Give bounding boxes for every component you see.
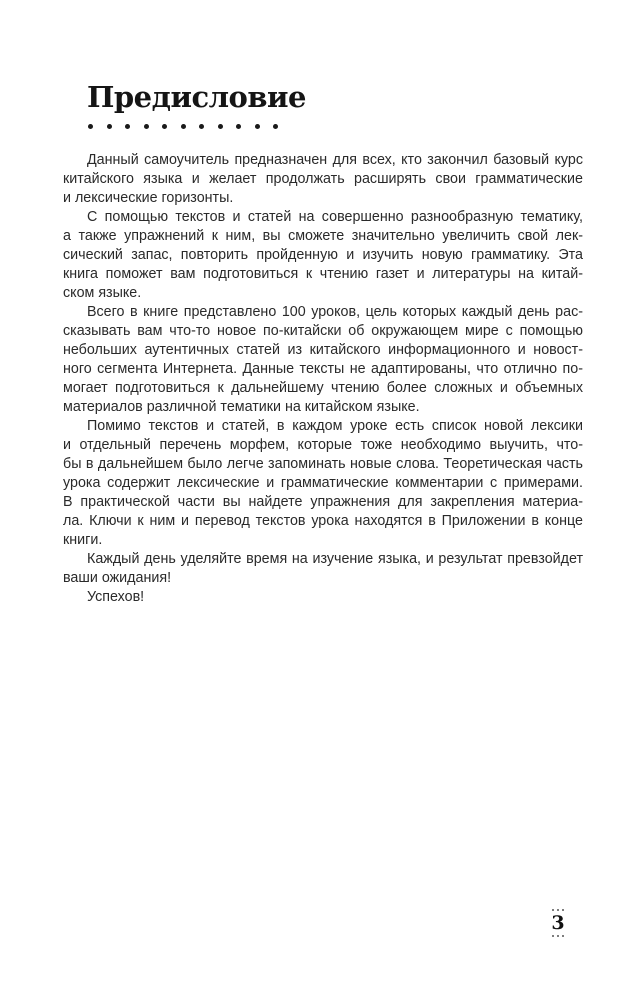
paragraph (63, 151, 583, 208)
text-line: могает подготовиться к дальнейшему чтению более сложных и объемных (63, 380, 583, 396)
text-line: китайского языка и желает продолжать расширять свои грамматические (63, 171, 583, 187)
text-line: Всего в книге представлено 100 уроков, цель которых каждый день рас- (87, 304, 583, 320)
text-line: а также упражнений к ним, вы сможете значительно увеличить свой лек- (63, 228, 583, 244)
text-line: ного сегмента Интернета. Данные тексты не адаптированы, что отлично по- (63, 361, 583, 377)
text-line: бы в дальнейшем было легче запоминать новые слова. Теоретическая часть (63, 456, 583, 472)
text-line: Каждый день уделяйте время на изучение языка, и результат превзойдет (87, 551, 583, 567)
page-number-value: 3 (551, 912, 565, 934)
paragraph (63, 550, 583, 588)
text-line: В практической части вы найдете упражнения для закрепления материа- (63, 494, 583, 510)
text-line: Данный самоучитель предназначен для всех, кто закончил базовый курс (87, 152, 583, 168)
paragraph (63, 417, 583, 550)
text-line: и отдельный перечень морфем, которые тоже необходимо выучить, что- (63, 437, 583, 453)
text-line: и лексические горизонты. (63, 190, 234, 206)
text-line: сказывать вам что-то новое по-китайски об окружающем мире с помощью (63, 323, 583, 339)
text-line: материалов различной тематики на китайском языке. (63, 399, 420, 415)
text-line: ваши ожидания! (63, 570, 172, 586)
page-number-dots-bottom (547, 934, 569, 938)
text-line: небольших аутентичных статей из китайского информационного и новост- (63, 342, 583, 358)
page-title: Предисловие (87, 80, 307, 114)
preface-body (63, 151, 583, 607)
text-line: сический запас, повторить пройденную и изучить новую грамматику. Эта (63, 247, 583, 263)
text-line: урока содержит лексические и грамматические комментарии с примерами. (63, 475, 583, 491)
text-line: книга поможет вам подготовиться к чтению газет и литературы на китай- (63, 266, 583, 282)
paragraph (63, 303, 583, 417)
text-line: Успехов! (87, 589, 145, 605)
paragraph (63, 208, 583, 303)
text-line: книги. (63, 532, 103, 548)
text-line: Помимо текстов и статей, в каждом уроке есть список новой лексики (87, 418, 583, 434)
page-number (547, 908, 569, 938)
text-line: ла. Ключи к ним и перевод текстов урока находятся в Приложении в конце (63, 513, 583, 529)
title-dot-divider (88, 124, 278, 129)
text-line: С помощью текстов и статей на совершенно разнообразную тематику, (87, 209, 583, 225)
text-line: ском языке. (63, 285, 142, 301)
paragraph (63, 588, 583, 607)
